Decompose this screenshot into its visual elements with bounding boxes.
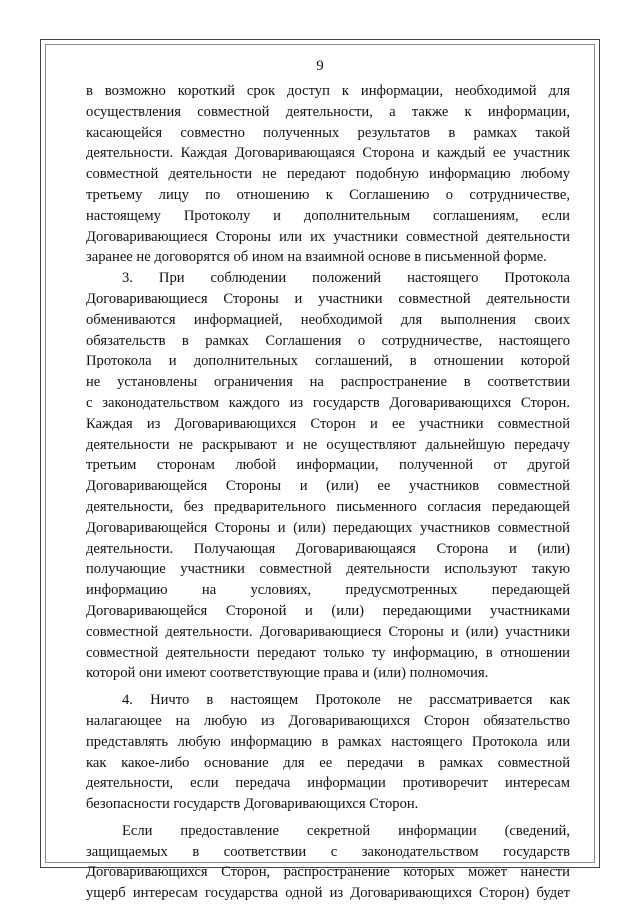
text-line: в возможно короткий срок доступ к информации, необходимой для bbox=[86, 83, 570, 99]
text-line: обязательств в рамках Соглашения о сотрудничестве, настоящего bbox=[86, 332, 570, 349]
text-line: налагающее на любую из Договаривающихся Сторон обязательство bbox=[86, 712, 570, 729]
text-line: ущерб интересам государства одной из Договаривающихся Сторон) будет bbox=[86, 885, 570, 902]
text-line: заранее не договорятся об ином на взаимной основе в письменной форме. bbox=[86, 249, 547, 266]
text-line: 4. Ничто в настоящем Протоколе не рассматривается как bbox=[122, 692, 570, 709]
text-line: Договаривающихся Сторон, распространение которых может нанести bbox=[86, 864, 570, 881]
text-line: как какое-либо основание для ее передачи в рамках совместной bbox=[86, 754, 570, 771]
paragraph-continuation bbox=[86, 81, 570, 268]
text-line: совместной деятельности передают только ту информацию, в отношении bbox=[86, 644, 570, 661]
text-line: деятельности, если передача информации противоречит интересам bbox=[86, 775, 570, 792]
text-line: информацию на условиях, предусмотренных передающей bbox=[86, 582, 570, 599]
text-line: защищаемых в соответствии с законодательством государств bbox=[86, 843, 570, 860]
paragraph-clause-3 bbox=[86, 268, 570, 684]
paragraph-secret-info bbox=[86, 821, 570, 904]
text-line: Протокола и дополнительных соглашений, в отношении которой bbox=[86, 353, 570, 370]
text-line: представлять любую информацию в рамках настоящего Протокола или bbox=[86, 733, 570, 750]
text-line: деятельности, без предварительного письменного согласия передающей bbox=[86, 498, 570, 515]
text-line: обмениваются информацией, необходимой для выполнения своих bbox=[86, 311, 570, 328]
text-line: Каждая из Договаривающихся Сторон и ее участники совместной bbox=[86, 415, 570, 432]
text-line: Договаривающейся Стороной и (или) передающими участниками bbox=[86, 602, 570, 619]
text-line: Договаривающиеся Стороны и участники совместной деятельности bbox=[86, 290, 570, 307]
text-line: третьему лицу по отношению к Соглашению о сотрудничестве, bbox=[86, 186, 570, 203]
text-line: которой они имеют соответствующие права и (или) полномочия. bbox=[86, 665, 489, 682]
text-line: не установлены ограничения на распространение в соответствии bbox=[86, 374, 570, 391]
text-line: совместной деятельности не передают подобную информацию любому bbox=[86, 166, 570, 183]
text-line: осуществления совместной деятельности, а также к информации, bbox=[86, 103, 570, 120]
text-line: настоящему Протоколу и дополнительным соглашениям, если bbox=[86, 207, 570, 224]
page-number: 9 bbox=[316, 58, 324, 74]
text-line: безопасности государств Договаривающихся Сторон. bbox=[86, 796, 419, 813]
text-line: 3. При соблюдении положений настоящего Протокола bbox=[122, 270, 570, 287]
document-body bbox=[86, 81, 570, 904]
paragraph-clause-4 bbox=[86, 690, 570, 815]
text-line: с законодательством каждого из государств Договаривающихся Сторон. bbox=[86, 394, 570, 411]
text-line: Если предоставление секретной информации (сведений, bbox=[122, 822, 570, 839]
text-line: Договаривающейся Стороны и (или) передающих участников совместной bbox=[86, 519, 570, 536]
text-line: деятельности. Каждая Договаривающаяся Сторона и каждый ее участник bbox=[86, 145, 570, 162]
text-line: третьим сторонам любой информации, полученной от другой bbox=[86, 457, 570, 474]
text-line: Договаривающиеся Стороны или их участники совместной деятельности bbox=[86, 228, 570, 245]
text-line: деятельности. Получающая Договаривающаяся Сторона и (или) bbox=[86, 540, 570, 557]
text-line: совместной деятельности. Договаривающиеся Стороны и (или) участники bbox=[86, 623, 570, 640]
text-line: деятельности не раскрывают и не осуществляют дальнейшую передачу bbox=[86, 436, 570, 453]
text-line: Договаривающейся Стороны и (или) ее участников совместной bbox=[86, 478, 570, 495]
text-line: касающейся совместно полученных результатов в рамках такой bbox=[86, 124, 570, 141]
text-line: получающие участники совместной деятельности используют такую bbox=[86, 561, 570, 578]
